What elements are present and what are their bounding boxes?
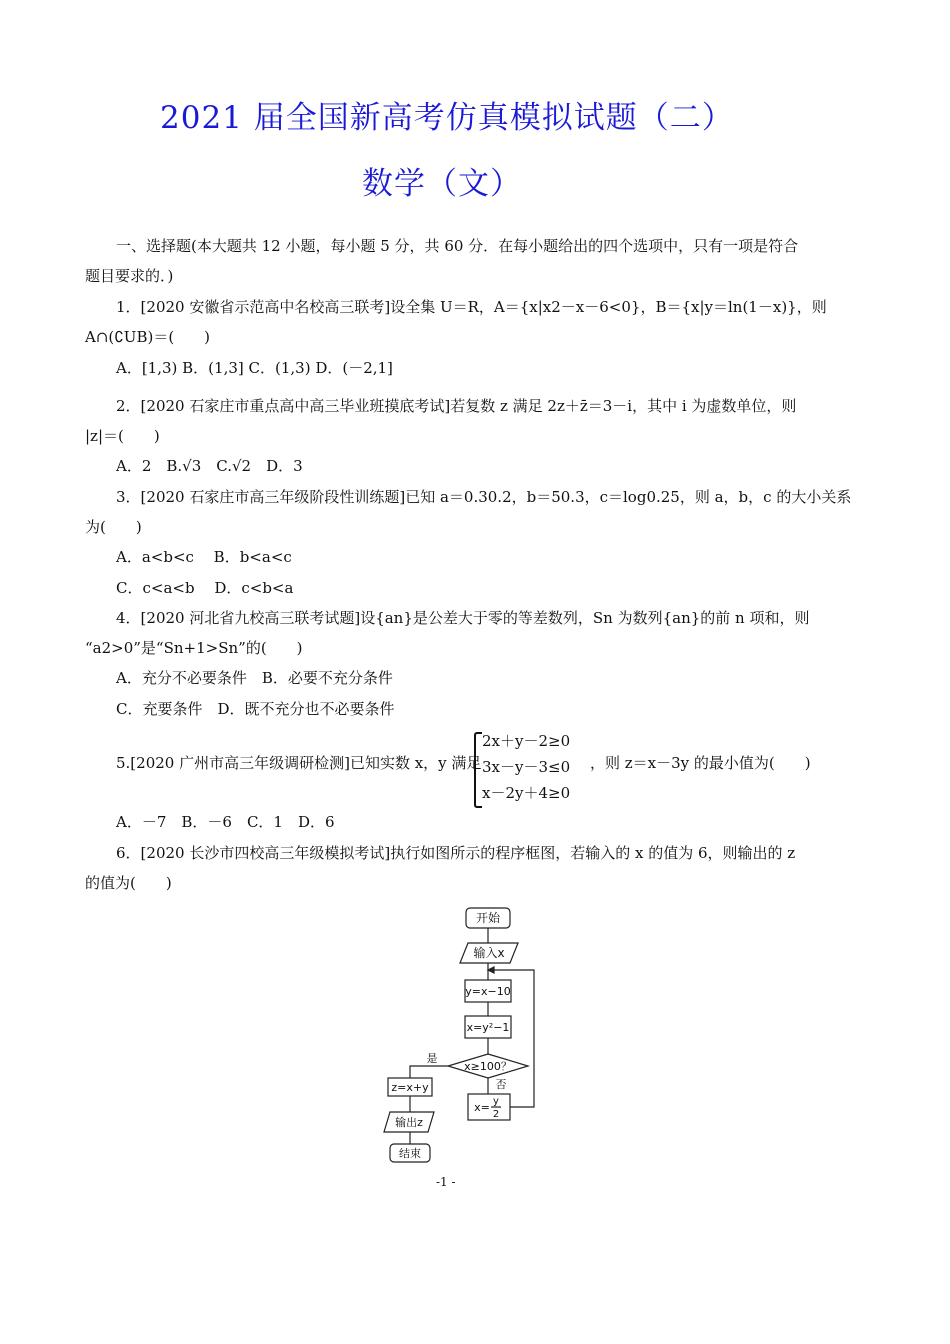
question-4-cont: “a2>0”是“Sn+1>Sn”的( )	[85, 639, 303, 657]
condition-label: x≥100？	[464, 1060, 512, 1073]
yes-label: 是	[426, 1052, 438, 1065]
question-2-cont: |z|＝( )	[85, 427, 160, 445]
end-label: 结束	[399, 1147, 421, 1160]
input-label: 输入x	[473, 946, 505, 960]
question-6: 6．[2020 长沙市四校高三年级模拟考试]执行如图所示的程序框图，若输入的 x 的值为 6，则输出的 z	[116, 844, 796, 862]
no-label: 否	[495, 1078, 507, 1091]
question-2: 2．[2020 石家庄市重点高中高三毕业班摸底考试]若复数 z 满足 2z＋z̄＝3－i，其中 i 为虚数单位，则	[116, 397, 797, 415]
system-brace	[474, 732, 482, 808]
step-x-label: x=y²−1	[466, 1021, 510, 1034]
section-intro: 一、选择题(本大题共 12 小题，每小题 5 分，共 60 分．在每小题给出的四个选项中，只有一项是符合	[116, 237, 799, 255]
section-intro-cont: 题目要求的．)	[85, 267, 174, 285]
question-6-cont: 的值为( )	[85, 874, 172, 892]
question-5-tail: ，则 z＝x－3y 的最小值为( )	[590, 754, 811, 772]
document-title: 2021 届全国新高考仿真模拟试题（二）	[160, 100, 734, 136]
question-1-cont: A∩(∁UB)＝( )	[85, 328, 211, 346]
question-4-options-2: C．充要条件 D．既不充分也不必要条件	[116, 700, 395, 718]
question-2-options: A．2 B.√3 C.√2 D．3	[116, 457, 303, 475]
question-4-options: A．充分不必要条件 B．必要不充分条件	[116, 669, 393, 687]
page-number: -1 -	[436, 1175, 456, 1189]
question-3-options: A．a<b<c B．b<a<c	[116, 548, 292, 566]
no-step-denominator: 2	[492, 1109, 500, 1120]
no-step-numerator: y	[493, 1096, 499, 1107]
question-3: 3．[2020 石家庄市高三年级阶段性训练题]已知 a＝0.30.2，b＝50.3，c＝log0.25，则 a，b，c 的大小关系	[116, 488, 852, 506]
document-subtitle: 数学（文）	[362, 166, 522, 202]
program-flowchart	[370, 898, 570, 1168]
question-1: 1．[2020 安徽省示范高中名校高三联考]设全集 U＝R，A＝{x|x2－x－6<0}，B＝{x|y＝ln(1－x)}，则	[116, 298, 827, 316]
question-1-options: A．[1,3) B．(1,3] C．(1,3) D．(－2,1]	[116, 359, 393, 377]
question-3-options-2: C．c<a<b D．c<b<a	[116, 579, 294, 597]
question-3-cont: 为( )	[85, 518, 142, 536]
constraint-1: 2x＋y－2≥0	[482, 732, 571, 750]
question-5: 5.[2020 广州市高三年级调研检测]已知实数 x，y 满足	[116, 754, 482, 772]
constraint-3: x－2y＋4≥0	[482, 784, 571, 802]
question-4: 4．[2020 河北省九校高三联考试题]设{an}是公差大于零的等差数列，Sn 为数列{an}的前 n 项和，则	[116, 609, 810, 627]
question-5-options: A．－7 B．－6 C．1 D．6	[116, 813, 335, 831]
no-step-lhs: x=	[474, 1101, 490, 1114]
step-y-label: y=x−10	[465, 985, 511, 998]
output-label: 输出z	[395, 1116, 423, 1129]
start-label: 开始	[475, 911, 501, 925]
constraint-2: 3x－y－3≤0	[482, 758, 571, 776]
yes-step-label: z=x+y	[391, 1081, 429, 1094]
